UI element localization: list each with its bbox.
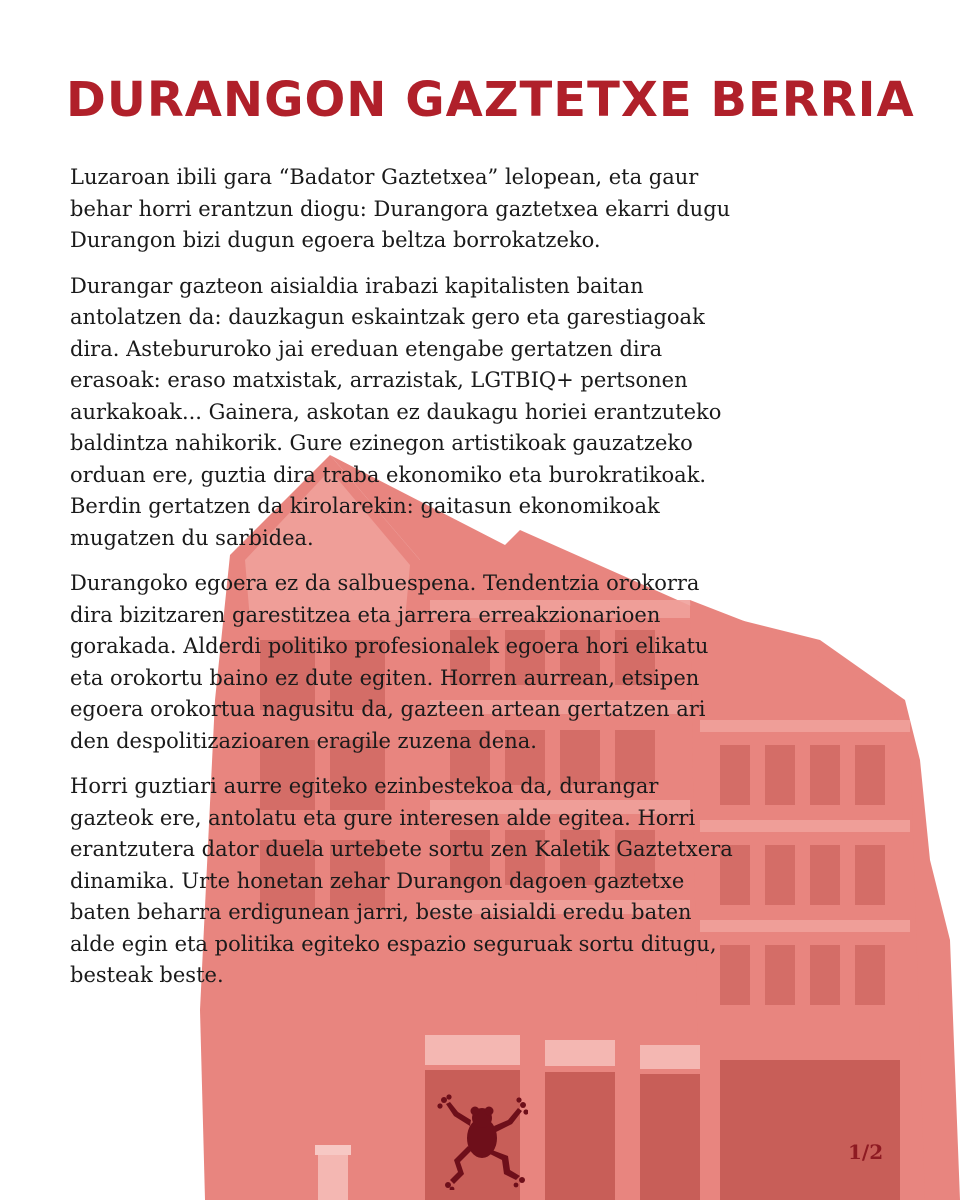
page-title: DURANGON GAZTETXE BERRIA <box>66 72 915 128</box>
paragraph-2: Durangar gazteon aisialdia irabazi kapitalisten baitan antolatzen da: dauzkagun eskaintzak gero eta garestiagoak dira. Astebururoko jai ereduan etengabe gertatzen dira erasoak: eraso matxistak, arrazistak, LGTBIQ+ pertsonen aurkakoak... Gainera, askotan ez daukagu horiei erantzuteko baldintza nahikorik. Gure ezinegon artistikoak gauzatzeko orduan ere, guztia dira traba ekonomiko eta burokratikoak. Berdin gertatzen da kirolarekin: gaitasun ekonomikoak mugatzen du sarbidea. <box>70 273 722 550</box>
paragraph-3: Durangoko egoera ez da salbuespena. Tendentzia orokorra dira bizitzaren garestitzea eta jarrera erreakzionarioen gorakada. Alderdi politiko profesionalek egoera hori elikatu eta orokortu baino ez dute egiten. Horren aurrean, etsipen egoera orokortua nagusitu da, gazteen artean gertatzen ari den despolitizazioaren eragile zuzena dena. <box>70 571 709 753</box>
paragraph-1: Luzaroan ibili gara “Badator Gaztetxea” lelopean, eta gaur behar horri erantzun diogu: Durangora gaztetxea ekarri dugu Durangon bizi dugun egoera beltza borrokatzeko. <box>70 165 731 252</box>
body-text <box>70 162 910 1006</box>
frog-logo-icon <box>436 1090 528 1190</box>
page-indicator: 1/2 <box>848 1140 884 1164</box>
paragraph-4: Horri guztiari aurre egiteko ezinbestekoa da, durangar gazteok ere, antolatu eta gure interesen alde egitea. Horri erantzutera dator duela urtebete sortu zen Kaletik Gaztetxera dinamika. Urte honetan zehar Durangon dagoen gaztetxe baten beharra erdigunean jarri, beste aisialdi eredu baten alde egin eta politika egiteko espazio seguruak sortu ditugu, besteak beste. <box>70 774 733 987</box>
